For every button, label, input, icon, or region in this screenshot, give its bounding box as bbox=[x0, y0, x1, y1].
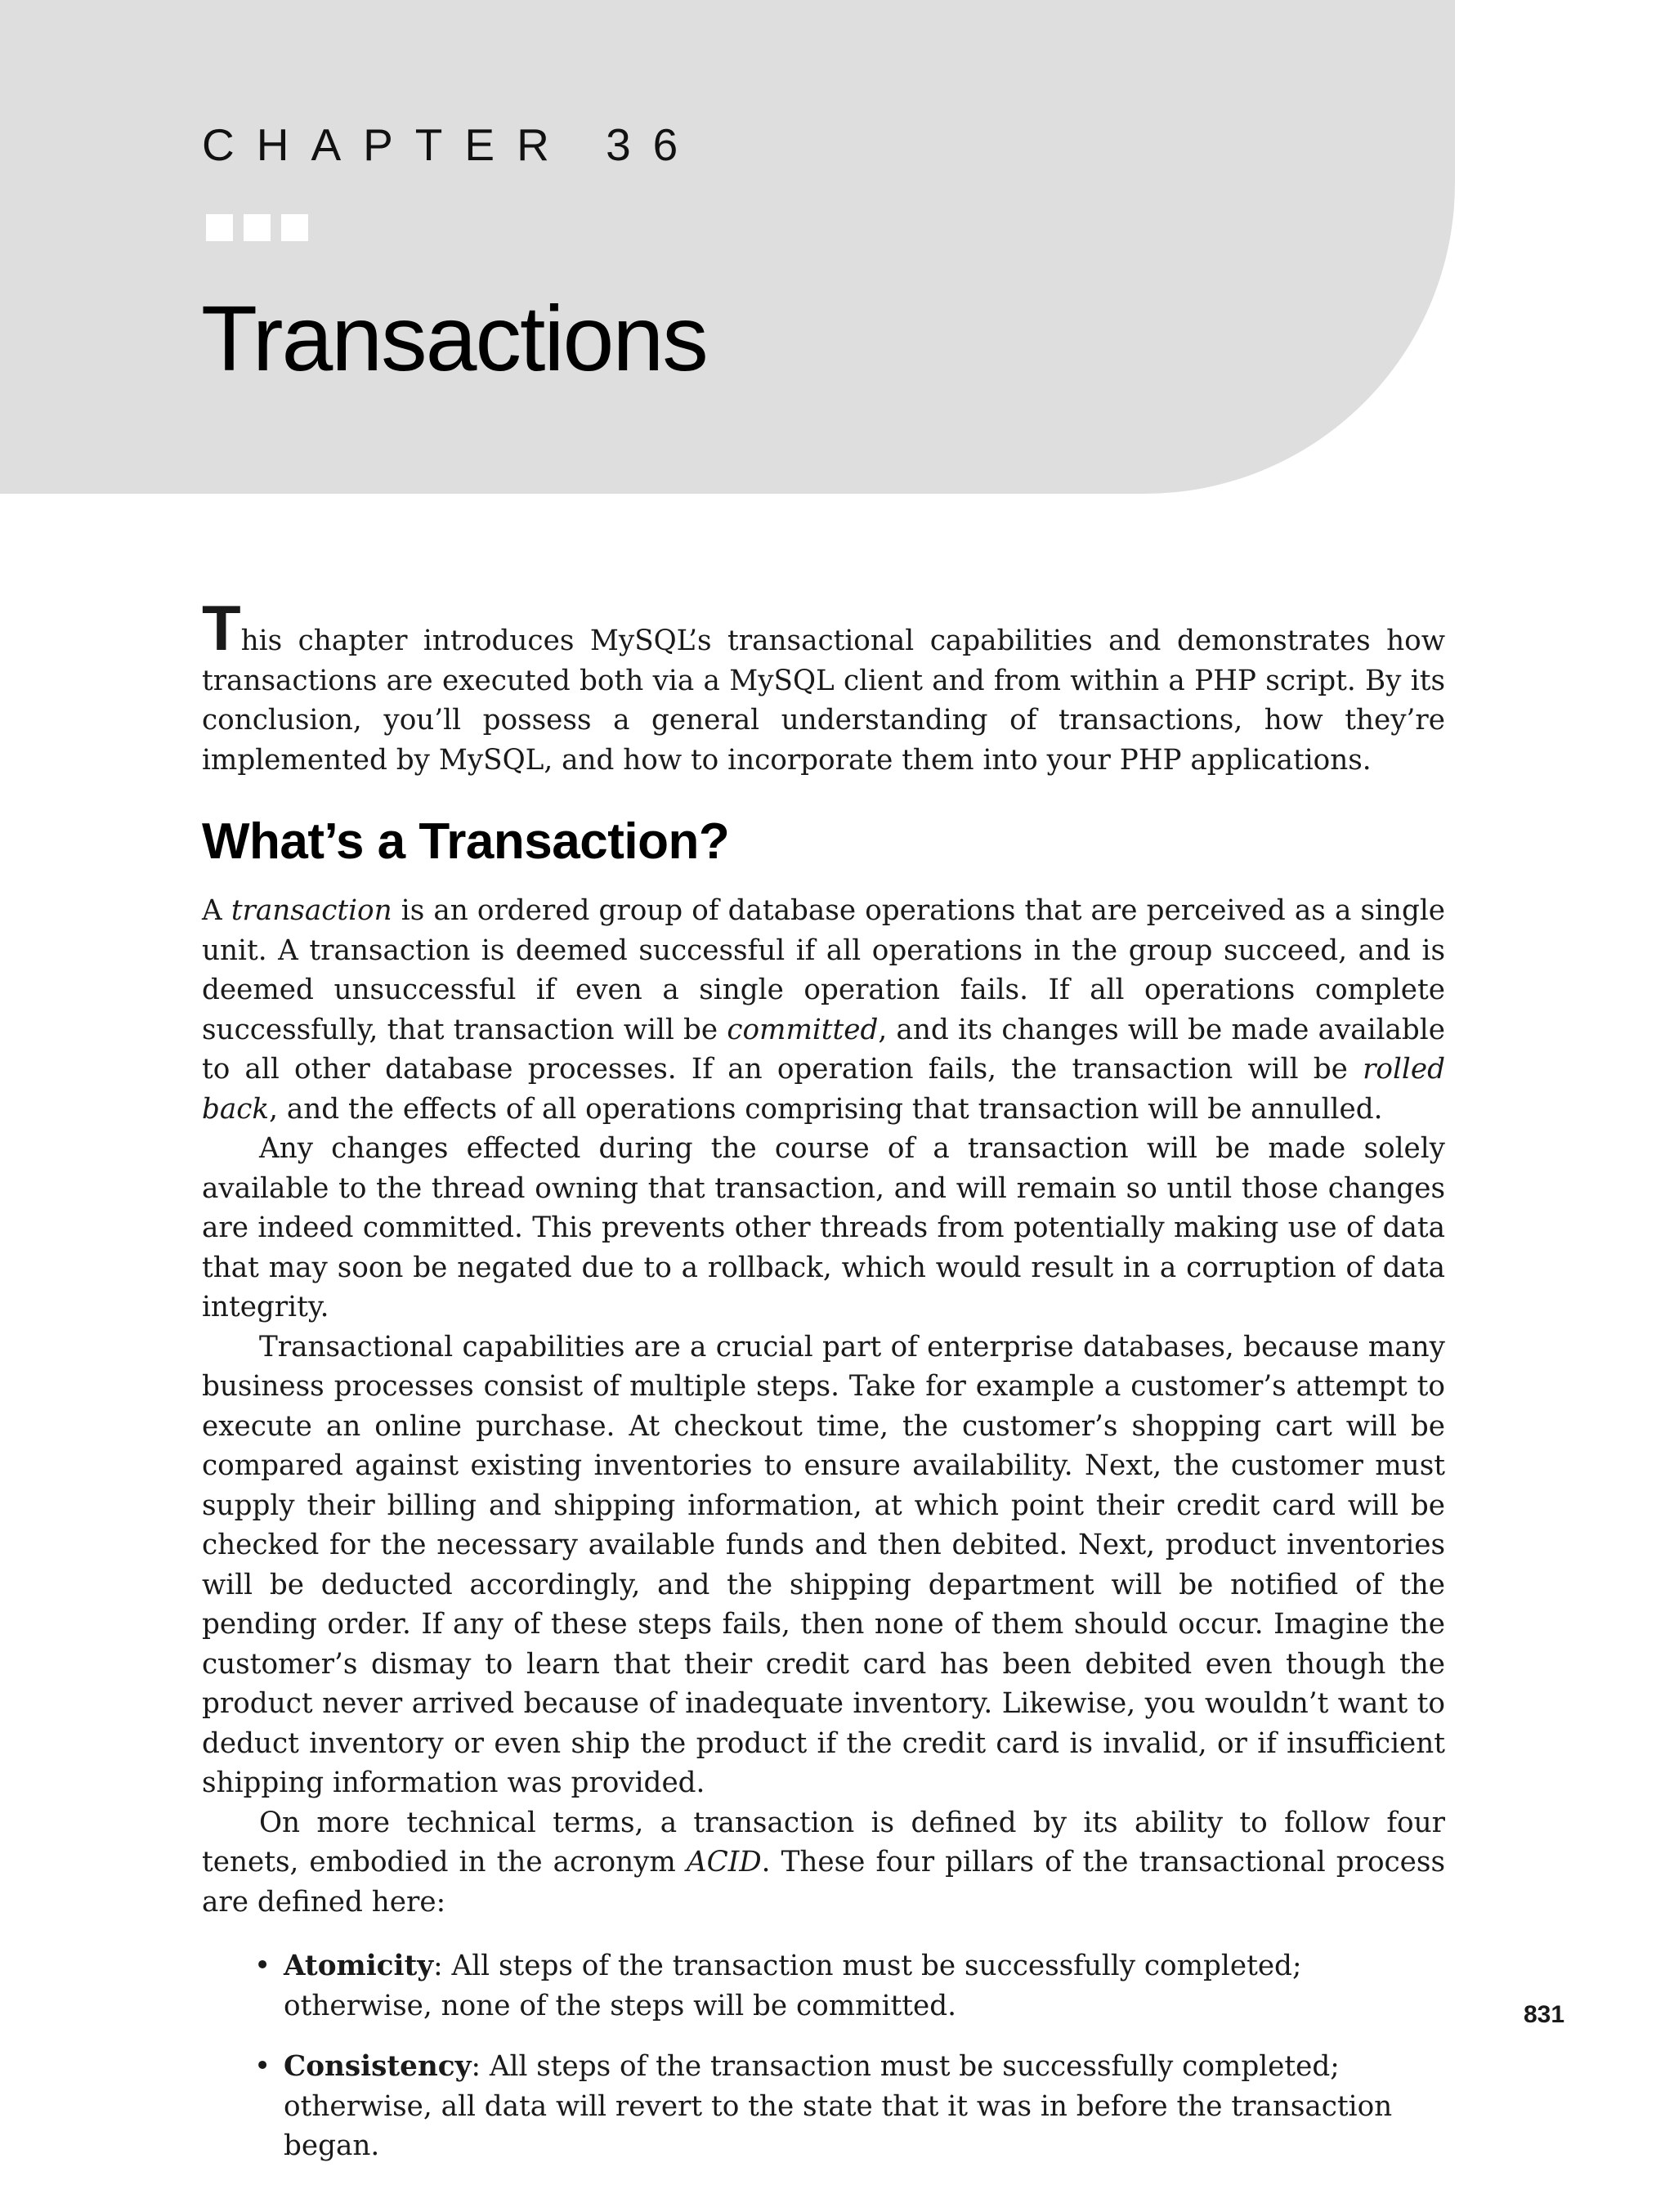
text-run: is an ordered group of database operations that are perceived as a single unit. A transaction is deemed successful if all operations in the group succeed, and is deemed unsuccessful if even a single operation fails. If all operations complete successfully, that transaction will be bbox=[202, 894, 1446, 1046]
chapter-header-band bbox=[0, 0, 1455, 494]
bullet-icon: • bbox=[254, 2050, 271, 2084]
page-body bbox=[202, 592, 1446, 2187]
bullet-term: Atomicity bbox=[284, 1950, 434, 1983]
section-heading: What’s a Transaction? bbox=[202, 813, 730, 870]
chapter-ornament bbox=[206, 214, 308, 241]
paragraph-isolation: Any changes effected during the course of a transaction will be made solely available to the thread owning that transaction, and will remain so until those changes are indeed committed. This prevents other threads from potentially making use of data that may soon be negated due to a rollback, which would result in a corruption of data integrity. bbox=[202, 1132, 1445, 1324]
term-transaction: transaction bbox=[231, 894, 392, 928]
text-run: , and its changes will be made available to all other database processes. If an operation fails, the transaction will be bbox=[202, 1013, 1445, 1086]
text-run: A bbox=[202, 894, 231, 928]
bullet-icon: • bbox=[254, 1950, 271, 1983]
term-acid: ACID bbox=[686, 1846, 762, 1879]
ornament-square bbox=[281, 214, 308, 241]
term-rolled-back: rolled back bbox=[202, 1053, 1445, 1126]
bullet-text: : All steps of the transaction must be successfully completed; otherwise, all data will revert to the state that it was in before the transaction began. bbox=[284, 2050, 1393, 2163]
paragraph-definition bbox=[202, 891, 1445, 1129]
bullet-text: : All steps of the transaction must be successfully completed; otherwise, none of the steps will be committed. bbox=[284, 1950, 1302, 2022]
intro-text: his chapter introduces MySQL’s transactional capabilities and demonstrates how transactions are executed both via a MySQL client and from within a PHP script. By its conclusion, you’ll possess a general understanding of transactions, how they’re implemented by MySQL, and how to incorporate them into your PHP applications. bbox=[202, 625, 1445, 777]
page-number: 831 bbox=[1524, 2001, 1565, 2028]
ornament-square bbox=[244, 214, 271, 241]
list-item-consistency bbox=[254, 2047, 1445, 2166]
acid-list bbox=[202, 1946, 1445, 2166]
chapter-title: Transactions bbox=[201, 287, 707, 390]
term-committed: committed bbox=[727, 1013, 879, 1046]
chapter-label: CHAPTER 36 bbox=[202, 119, 700, 170]
intro-paragraph bbox=[202, 592, 1445, 780]
text-run: , and the effects of all operations comprising that transaction will be annulled. bbox=[269, 1092, 1383, 1126]
text-run: On more technical terms, a transaction is defined by its ability to follow four tenets, embodied in the acronym bbox=[202, 1806, 1445, 1879]
drop-cap: T bbox=[202, 592, 241, 664]
paragraph-acid-intro bbox=[202, 1803, 1445, 1923]
bullet-term: Consistency bbox=[284, 2050, 472, 2084]
paragraph-business-example: Transactional capabilities are a crucial part of enterprise databases, because many business processes consist of multiple steps. Take for example a customer’s attempt to execute an online purchase. At checkout time, the customer’s shopping cart will be compared against existing inventories to ensure availability. Next, the customer must supply their billing and shipping information, at which point their credit card will be checked for the necessary available funds and then debited. Next, product inventories will be deducted accordingly, and the shipping department will be notified of the pending order. If any of these steps fails, then none of them should occur. Imagine the customer’s dismay to learn that their credit card has been debited even though the product never arrived because of inadequate inventory. Likewise, you wouldn’t want to deduct inventory or even ship the product if the credit card is invalid, or if insufficient shipping information was provided. bbox=[202, 1330, 1445, 1800]
list-item-atomicity bbox=[254, 1946, 1445, 2026]
ornament-square bbox=[206, 214, 233, 241]
text-run: . These four pillars of the transactional process are defined here: bbox=[202, 1846, 1445, 1919]
